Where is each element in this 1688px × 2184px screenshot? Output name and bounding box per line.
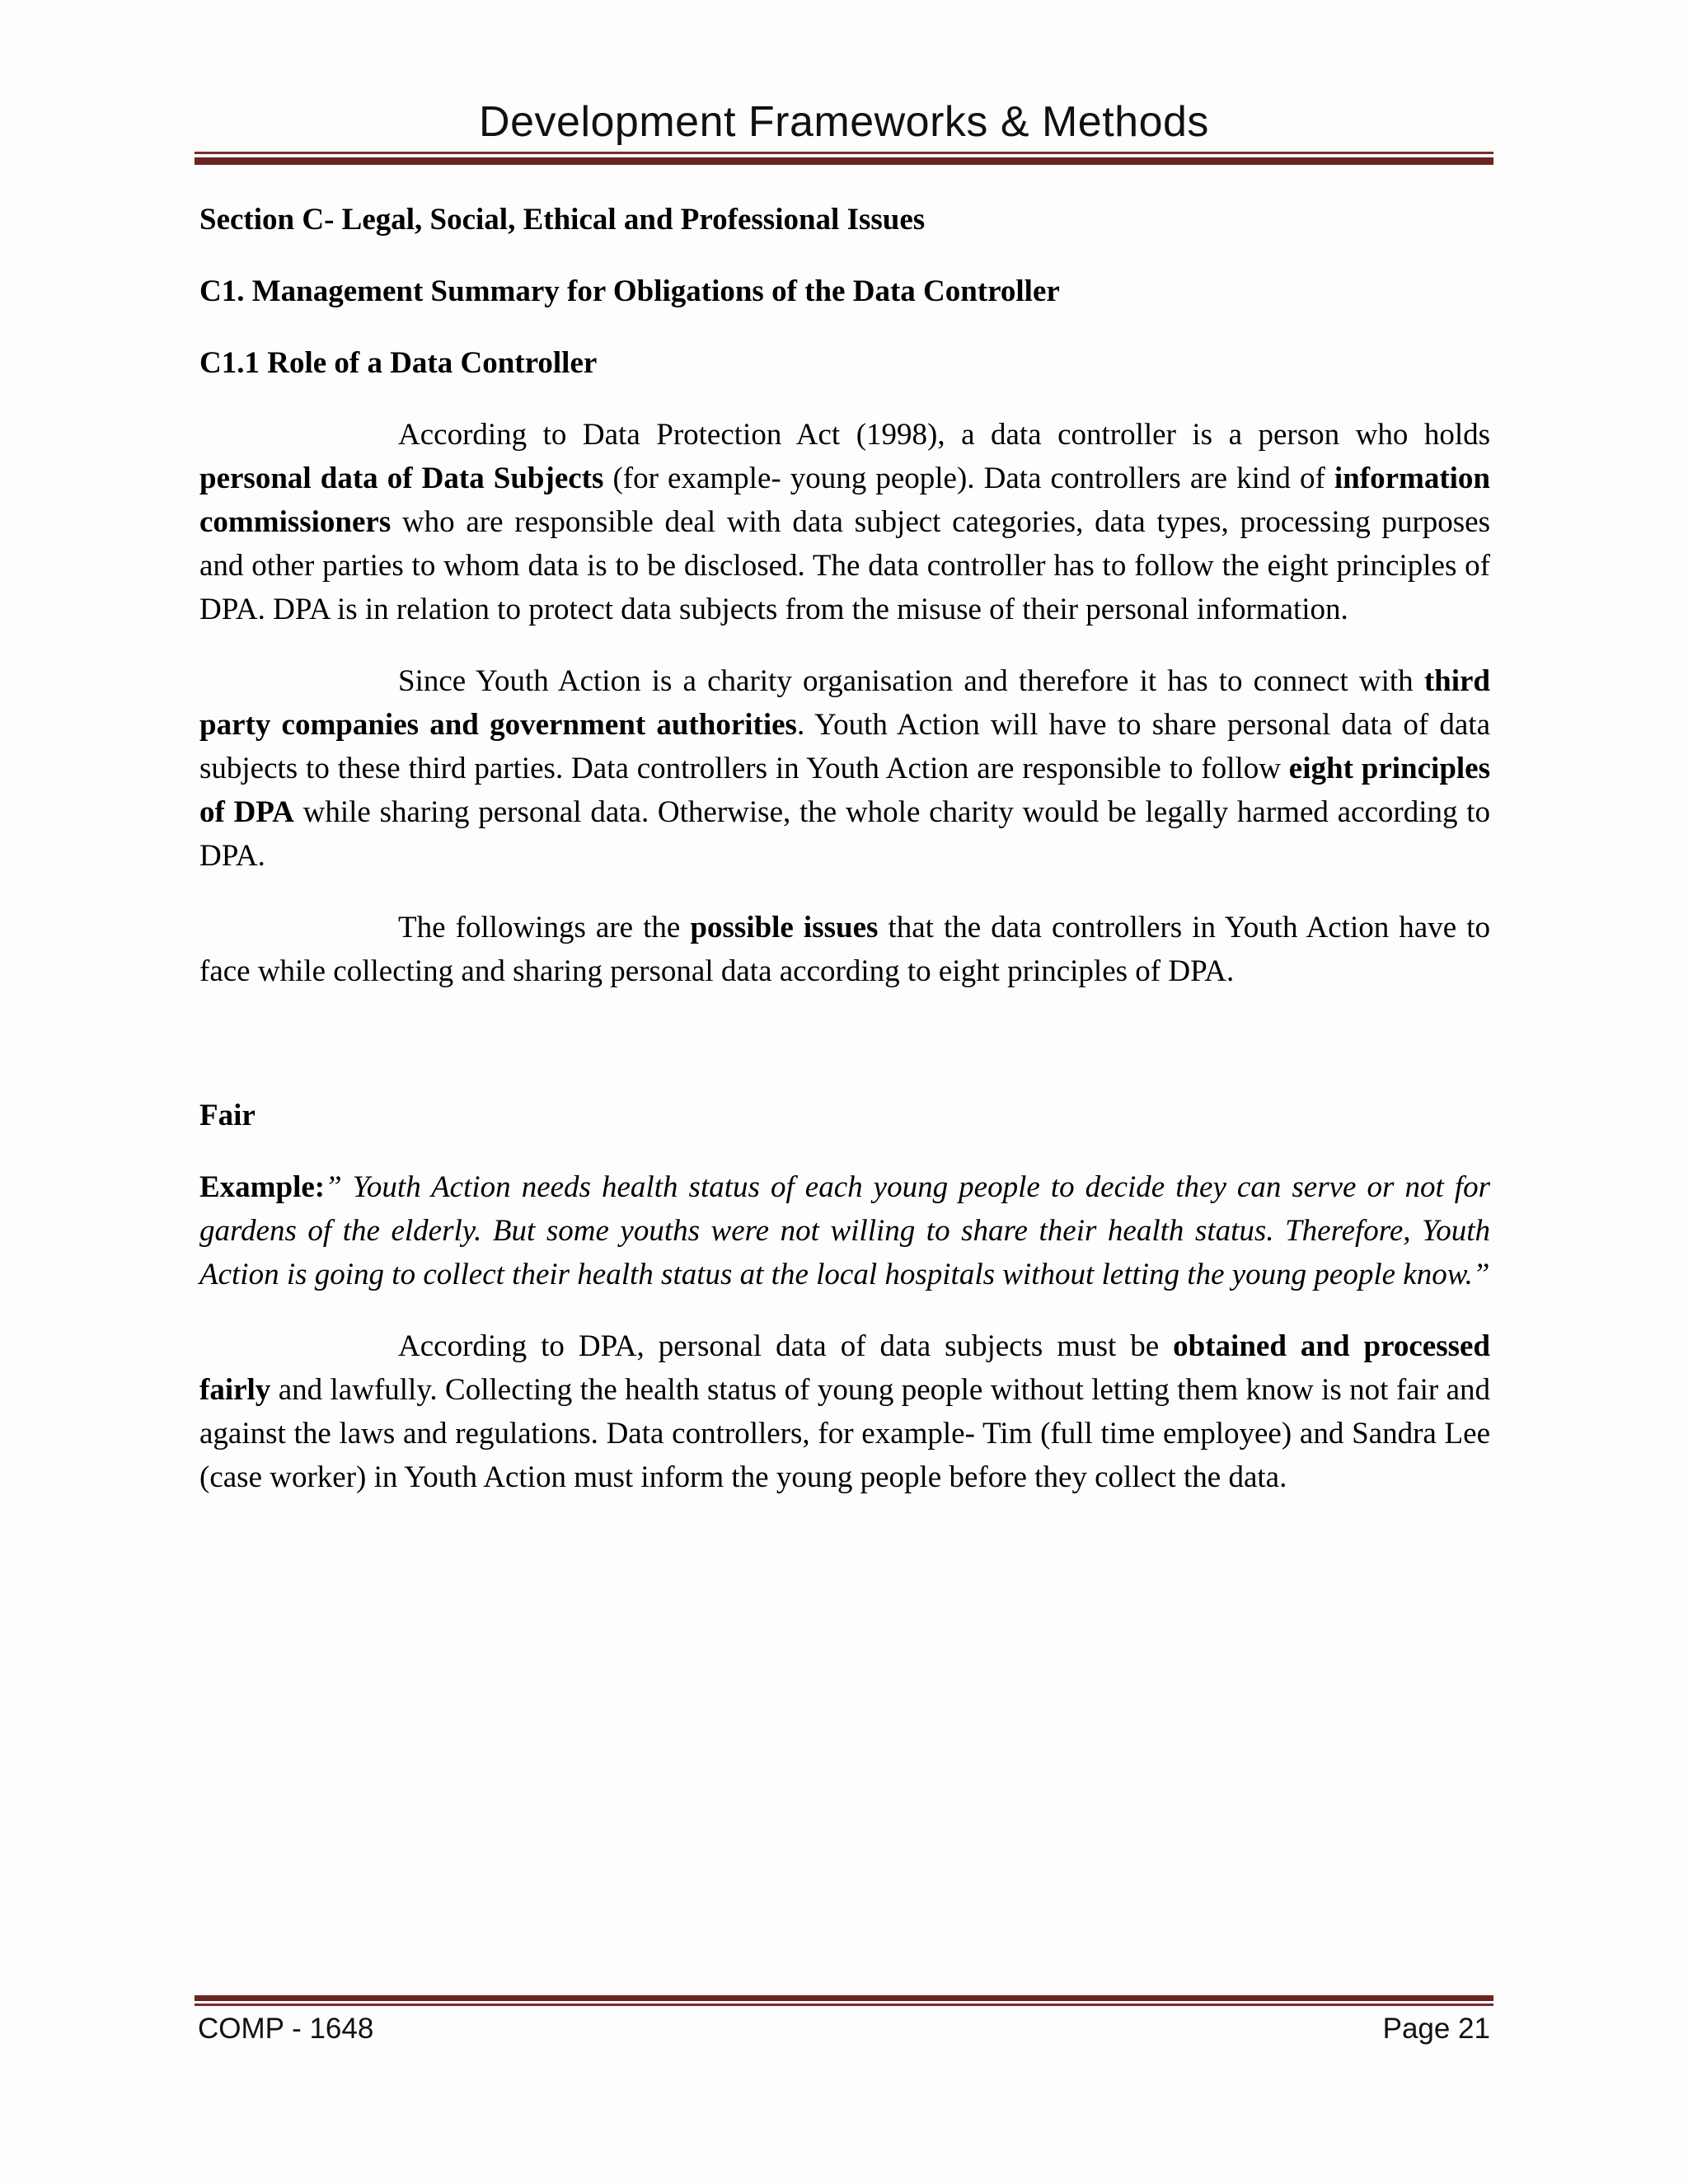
p1-text-1: According to Data Protection Act (1998), a data controller is a person who holds bbox=[398, 418, 1490, 452]
footer-page-number: Page 21 bbox=[1382, 2013, 1490, 2045]
p2-text-3: while sharing personal data. Otherwise, the whole charity would be legally harmed according to DPA. bbox=[199, 795, 1490, 873]
example-paragraph bbox=[199, 1165, 1490, 1296]
p2-text-1: Since Youth Action is a charity organisation and therefore it has to connect with bbox=[398, 664, 1424, 698]
c1-heading: C1. Management Summary for Obligations of the Data Controller bbox=[199, 274, 1060, 308]
paragraph-obtained-fairly bbox=[199, 1324, 1490, 1499]
fair-heading: Fair bbox=[199, 1099, 256, 1132]
p1-bold-2: information commissioners bbox=[199, 462, 1490, 539]
footer-rule-thick bbox=[195, 1995, 1493, 2001]
example-text: ” Youth Action needs health status of each young people to decide they can serve or not for gardens of the elderly. But some youths were not willing to share their health status. Therefore, Youth Action is going to collect their health status at the local hospitals without letting the young people know.” bbox=[199, 1170, 1490, 1291]
p1-text-3: who are responsible deal with data subject categories, data types, processing purposes and other parties to whom data is to be disclosed. The data controller has to follow the eight principles of DPA. DPA is in relation to protect data subjects from the misuse of their personal information. bbox=[199, 505, 1490, 626]
page-content bbox=[199, 198, 1490, 1527]
p3-bold-1: possible issues bbox=[690, 911, 879, 944]
p1-bold-1: personal data of Data Subjects bbox=[199, 462, 604, 495]
paragraph-possible-issues bbox=[199, 906, 1490, 993]
p2-bold-2: eight principles of DPA bbox=[199, 752, 1490, 829]
paragraph-third-parties bbox=[199, 659, 1490, 878]
p4-text-1: According to DPA, personal data of data subjects must be bbox=[398, 1329, 1174, 1363]
footer-course-code: COMP - 1648 bbox=[198, 2013, 374, 2045]
header-rule-thick bbox=[195, 157, 1493, 165]
header-title: Development Frameworks & Methods bbox=[479, 98, 1209, 146]
p4-text-2: and lawfully. Collecting the health status of young people without letting them know is not fair and against the laws and regulations. Data controllers, for example- Tim (full time employee) and Sandra Lee (case worker) in Youth Action must inform the young people before they collect the data. bbox=[199, 1373, 1490, 1494]
footer-rule-thin bbox=[195, 2004, 1493, 2006]
spacer bbox=[199, 1021, 1490, 1094]
p1-text-2: (for example- young people). Data controllers are kind of bbox=[603, 462, 1334, 495]
p4-bold-1: obtained and processed fairly bbox=[199, 1329, 1490, 1407]
p3-text-1: The followings are the bbox=[398, 911, 691, 944]
header-rule-thin bbox=[195, 152, 1493, 154]
example-label: Example: bbox=[199, 1170, 326, 1204]
c1-1-heading: C1.1 Role of a Data Controller bbox=[199, 346, 598, 380]
p3-text-2: that the data controllers in Youth Action have to face while collecting and sharing personal data according to eight principles of DPA. bbox=[199, 911, 1490, 988]
p2-bold-1: third party companies and government authorities bbox=[199, 664, 1490, 742]
p2-text-2: . Youth Action will have to share personal data of data subjects to these third parties. Data controllers in Youth Action are responsible to follow bbox=[199, 708, 1490, 785]
paragraph-role-of-controller bbox=[199, 413, 1490, 631]
section-heading: Section C- Legal, Social, Ethical and Professional Issues bbox=[199, 203, 926, 237]
